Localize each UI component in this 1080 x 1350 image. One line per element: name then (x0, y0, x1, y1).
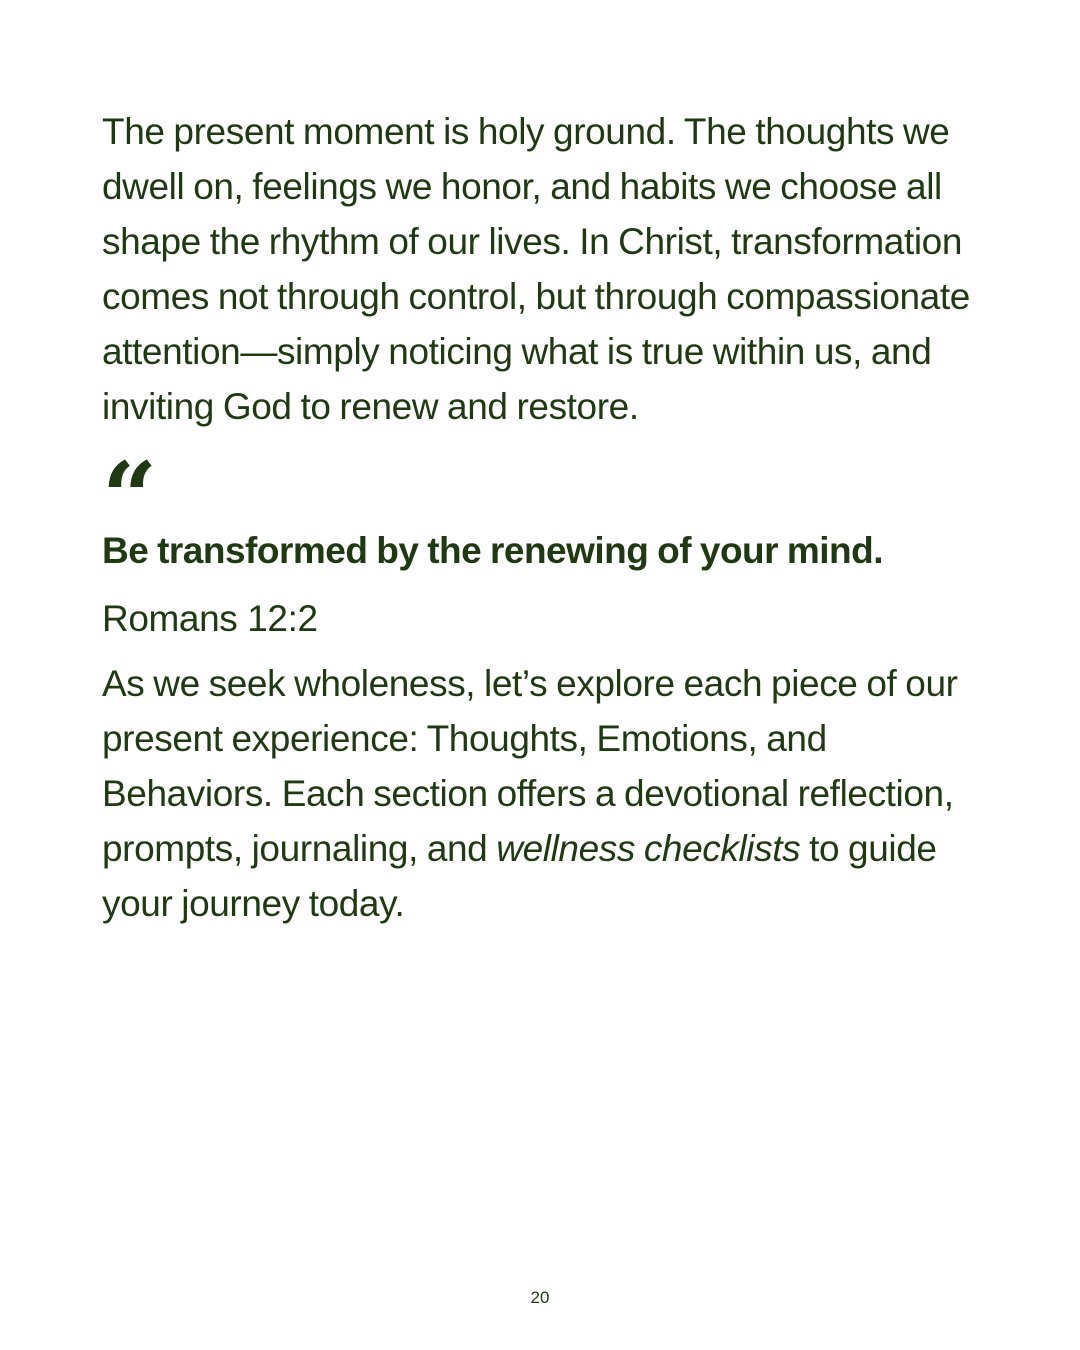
closing-paragraph-end: to guide your journey today. (102, 828, 937, 924)
intro-paragraph: The present moment is holy ground. The thoughts we dwell on, feelings we honor, and habits we choose all shape the rhythm of our lives. In Christ, transformation comes not through control, but through compassionate attention—simply noticing what is true within us, and inviting God to renew and restore. (102, 111, 970, 427)
closing-paragraph-text: As we seek wholeness, let’s explore each piece of our present experience: Thoughts, Emotions, and Behaviors. Each section offers a devotional reflection, prompts, journaling, and (102, 663, 958, 869)
quote-mark-glyph: “ (102, 456, 158, 516)
scripture-quote: Be transformed by the renewing of your mind. (102, 530, 883, 571)
closing-paragraph (102, 656, 992, 931)
closing-paragraph-emphasis: wellness checklists (496, 828, 801, 869)
scripture-reference: Romans 12:2 (102, 598, 318, 639)
quote-mark-icon (102, 456, 992, 516)
page-number: 20 (530, 1288, 550, 1307)
page-content (102, 104, 992, 931)
